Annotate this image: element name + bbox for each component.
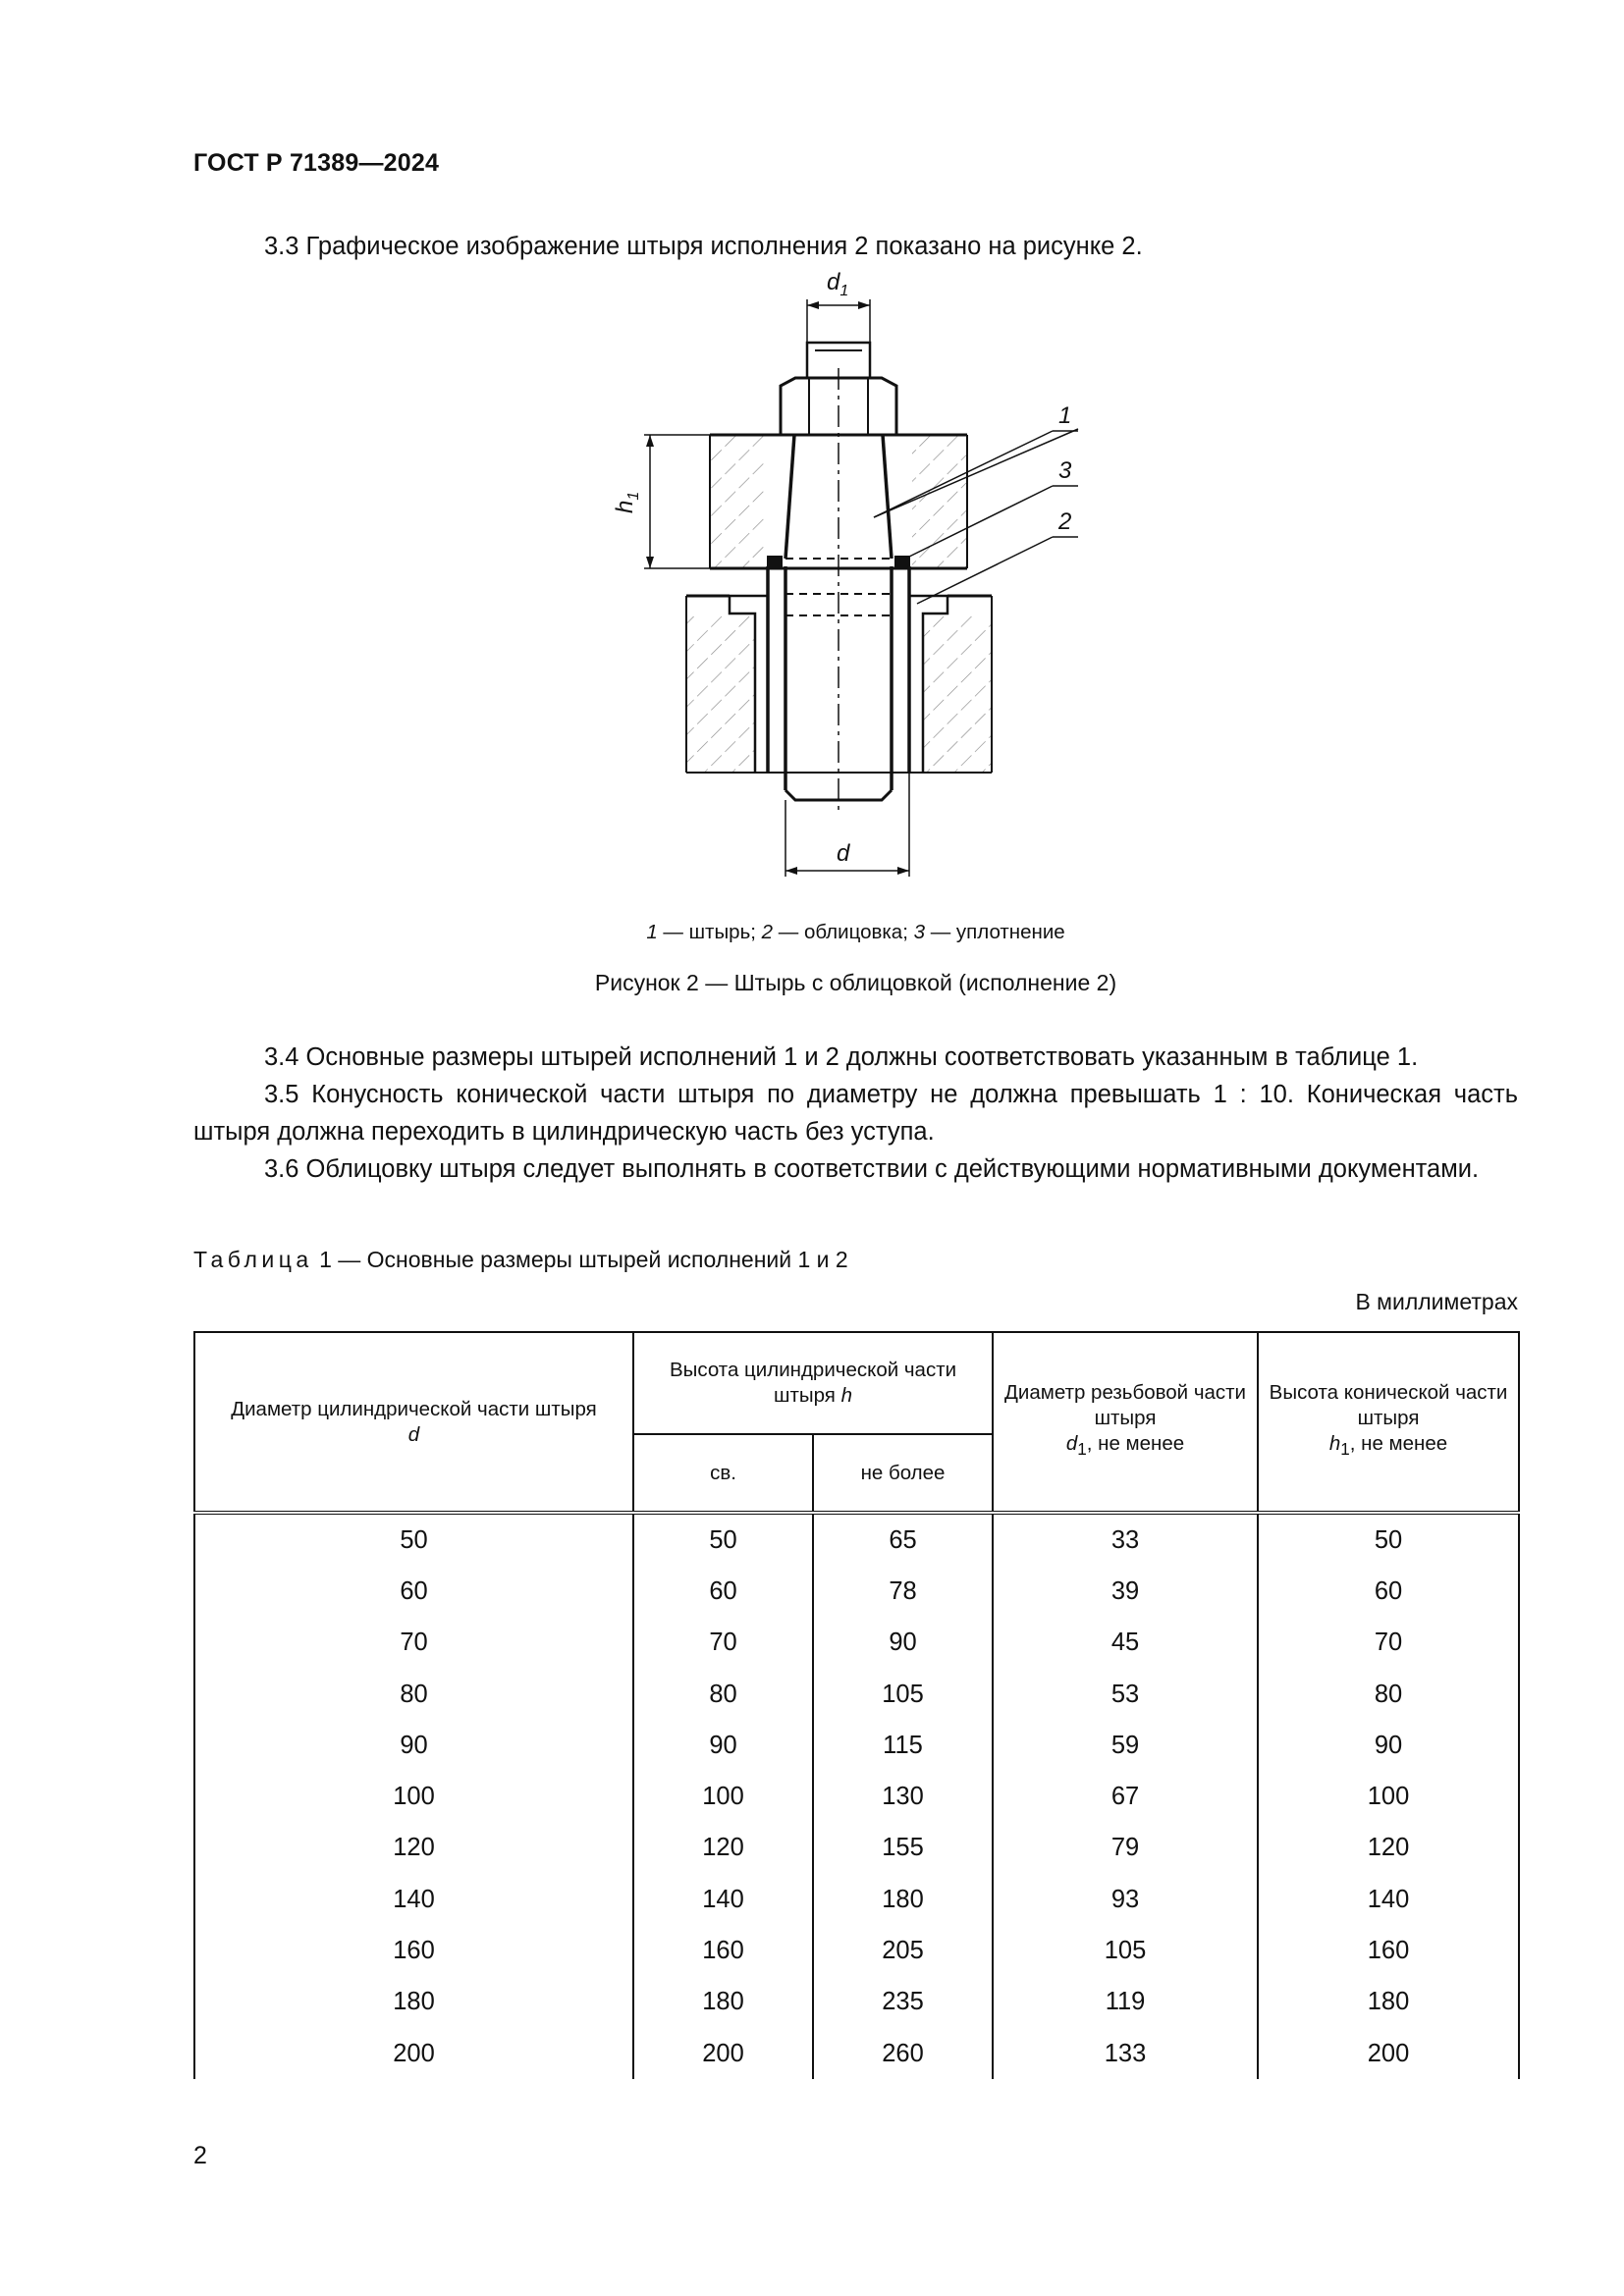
table-cell: 90 — [194, 1720, 633, 1771]
dimensions-table — [193, 1331, 1518, 2079]
label-3: 3 — [1058, 457, 1072, 484]
table-cell: 105 — [813, 1669, 993, 1720]
table-row — [194, 1669, 1519, 1720]
table-cell: 80 — [194, 1669, 633, 1720]
table-cell: 90 — [1258, 1720, 1519, 1771]
section-3-4: 3.4 Основные размеры штырей исполнений 1 и 2 должны соответствовать указанным в таблице 1. — [264, 1043, 1419, 1071]
table-cell: 260 — [813, 2028, 993, 2079]
table-row — [194, 1513, 1519, 1566]
top-plate-hatch-right — [912, 435, 967, 568]
table-cell: 70 — [633, 1618, 813, 1669]
table-cell: 180 — [1258, 1977, 1519, 2028]
bottom-plate-hatch-left — [686, 614, 755, 773]
header-thread-diameter: Диаметр резьбовой части штыря $d_1$, не менее — [993, 1332, 1258, 1513]
table-cell: 120 — [633, 1823, 813, 1874]
table-row — [194, 1566, 1519, 1617]
table-cell: 180 — [813, 1874, 993, 1925]
table-cell: 93 — [993, 1874, 1258, 1925]
table-cell: 100 — [1258, 1771, 1519, 1822]
table-cell: 200 — [194, 2028, 633, 2079]
table-row — [194, 2028, 1519, 2079]
table-cell: 140 — [1258, 1874, 1519, 1925]
table-cell: 100 — [194, 1771, 633, 1822]
section-3-5: 3.5 Конусность конической части штыря по диаметру не должна превышать 1 : 10. Коническая часть штыря должна переходить в цилиндрическую часть без уступа. — [193, 1081, 1518, 1146]
table-cell: 65 — [813, 1513, 993, 1566]
table-cell: 130 — [813, 1771, 993, 1822]
header-over: св. — [633, 1434, 813, 1513]
table-row — [194, 1618, 1519, 1669]
table-cell: 180 — [633, 1977, 813, 2028]
table-cell: 200 — [633, 2028, 813, 2079]
document-header: ГОСТ Р 71389—2024 — [193, 149, 440, 177]
table-cell: 180 — [194, 1977, 633, 2028]
table-cell: 120 — [1258, 1823, 1519, 1874]
table-cell: 59 — [993, 1720, 1258, 1771]
table-cell: 160 — [194, 1925, 633, 1976]
table-cell: 105 — [993, 1925, 1258, 1976]
table-cell: 155 — [813, 1823, 993, 1874]
section-3-3: 3.3 Графическое изображение штыря исполнения 2 показано на рисунке 2. — [264, 233, 1143, 260]
table-cell: 200 — [1258, 2028, 1519, 2079]
label-h1: $h_1$ — [612, 491, 642, 513]
label-2: 2 — [1058, 508, 1072, 535]
table-row — [194, 1823, 1519, 1874]
table-cell: 140 — [194, 1874, 633, 1925]
header-max: не более — [813, 1434, 993, 1513]
table-row — [194, 1925, 1519, 1976]
table-cell: 39 — [993, 1566, 1258, 1617]
table-cell: 45 — [993, 1618, 1258, 1669]
label-1: 1 — [1058, 402, 1072, 429]
table-cell: 53 — [993, 1669, 1258, 1720]
table-cell: 78 — [813, 1566, 993, 1617]
table-row — [194, 1874, 1519, 1925]
table-cell: 120 — [194, 1823, 633, 1874]
table-cell: 50 — [194, 1513, 633, 1566]
page-number: 2 — [193, 2142, 207, 2169]
label-d1: $d_1$ — [827, 269, 849, 299]
header-height-cyl: Высота цилиндрической части штыря h — [633, 1332, 993, 1434]
header-diameter: Диаметр цилиндрической части штыря d — [194, 1332, 633, 1513]
table-row — [194, 1977, 1519, 2028]
label-d: d — [837, 840, 850, 867]
table-cell: 235 — [813, 1977, 993, 2028]
table-units: В миллиметрах — [1355, 1289, 1518, 1314]
figure-caption: Рисунок 2 — Штырь с облицовкой (исполнение 2) — [594, 970, 1117, 995]
table-cell: 80 — [633, 1669, 813, 1720]
table-cell: 90 — [633, 1720, 813, 1771]
table-cell: 50 — [633, 1513, 813, 1566]
table-title: Таблица 1 — Основные размеры штырей исполнений 1 и 2 — [193, 1247, 848, 1272]
table-row — [194, 1771, 1519, 1822]
table-cell: 119 — [993, 1977, 1258, 2028]
table-cell: 70 — [1258, 1618, 1519, 1669]
table-cell: 33 — [993, 1513, 1258, 1566]
header-cone-height: Высота конической части штыря $h_1$, не менее — [1258, 1332, 1519, 1513]
table-cell: 90 — [813, 1618, 993, 1669]
table-cell: 115 — [813, 1720, 993, 1771]
table-cell: 160 — [1258, 1925, 1519, 1976]
table-cell: 79 — [993, 1823, 1258, 1874]
section-3-6: 3.6 Облицовку штыря следует выполнять в соответствии с действующими нормативными документами. — [264, 1155, 1480, 1183]
figure-2 — [550, 260, 1080, 888]
table-cell: 60 — [1258, 1566, 1519, 1617]
figure-legend: 1 — штырь; 2 — облицовка; 3 — уплотнение — [646, 921, 1065, 943]
table-cell: 60 — [633, 1566, 813, 1617]
table-cell: 133 — [993, 2028, 1258, 2079]
table-cell: 80 — [1258, 1669, 1519, 1720]
bottom-plate-hatch-right — [923, 614, 992, 773]
table-cell: 70 — [194, 1618, 633, 1669]
table-row — [194, 1720, 1519, 1771]
table-cell: 67 — [993, 1771, 1258, 1822]
table-cell: 100 — [633, 1771, 813, 1822]
table-cell: 205 — [813, 1925, 993, 1976]
table-cell: 60 — [194, 1566, 633, 1617]
top-plate-hatch-left — [710, 435, 765, 568]
table-cell: 50 — [1258, 1513, 1519, 1566]
table-cell: 140 — [633, 1874, 813, 1925]
pin-drawing — [550, 260, 1080, 888]
table-cell: 160 — [633, 1925, 813, 1976]
